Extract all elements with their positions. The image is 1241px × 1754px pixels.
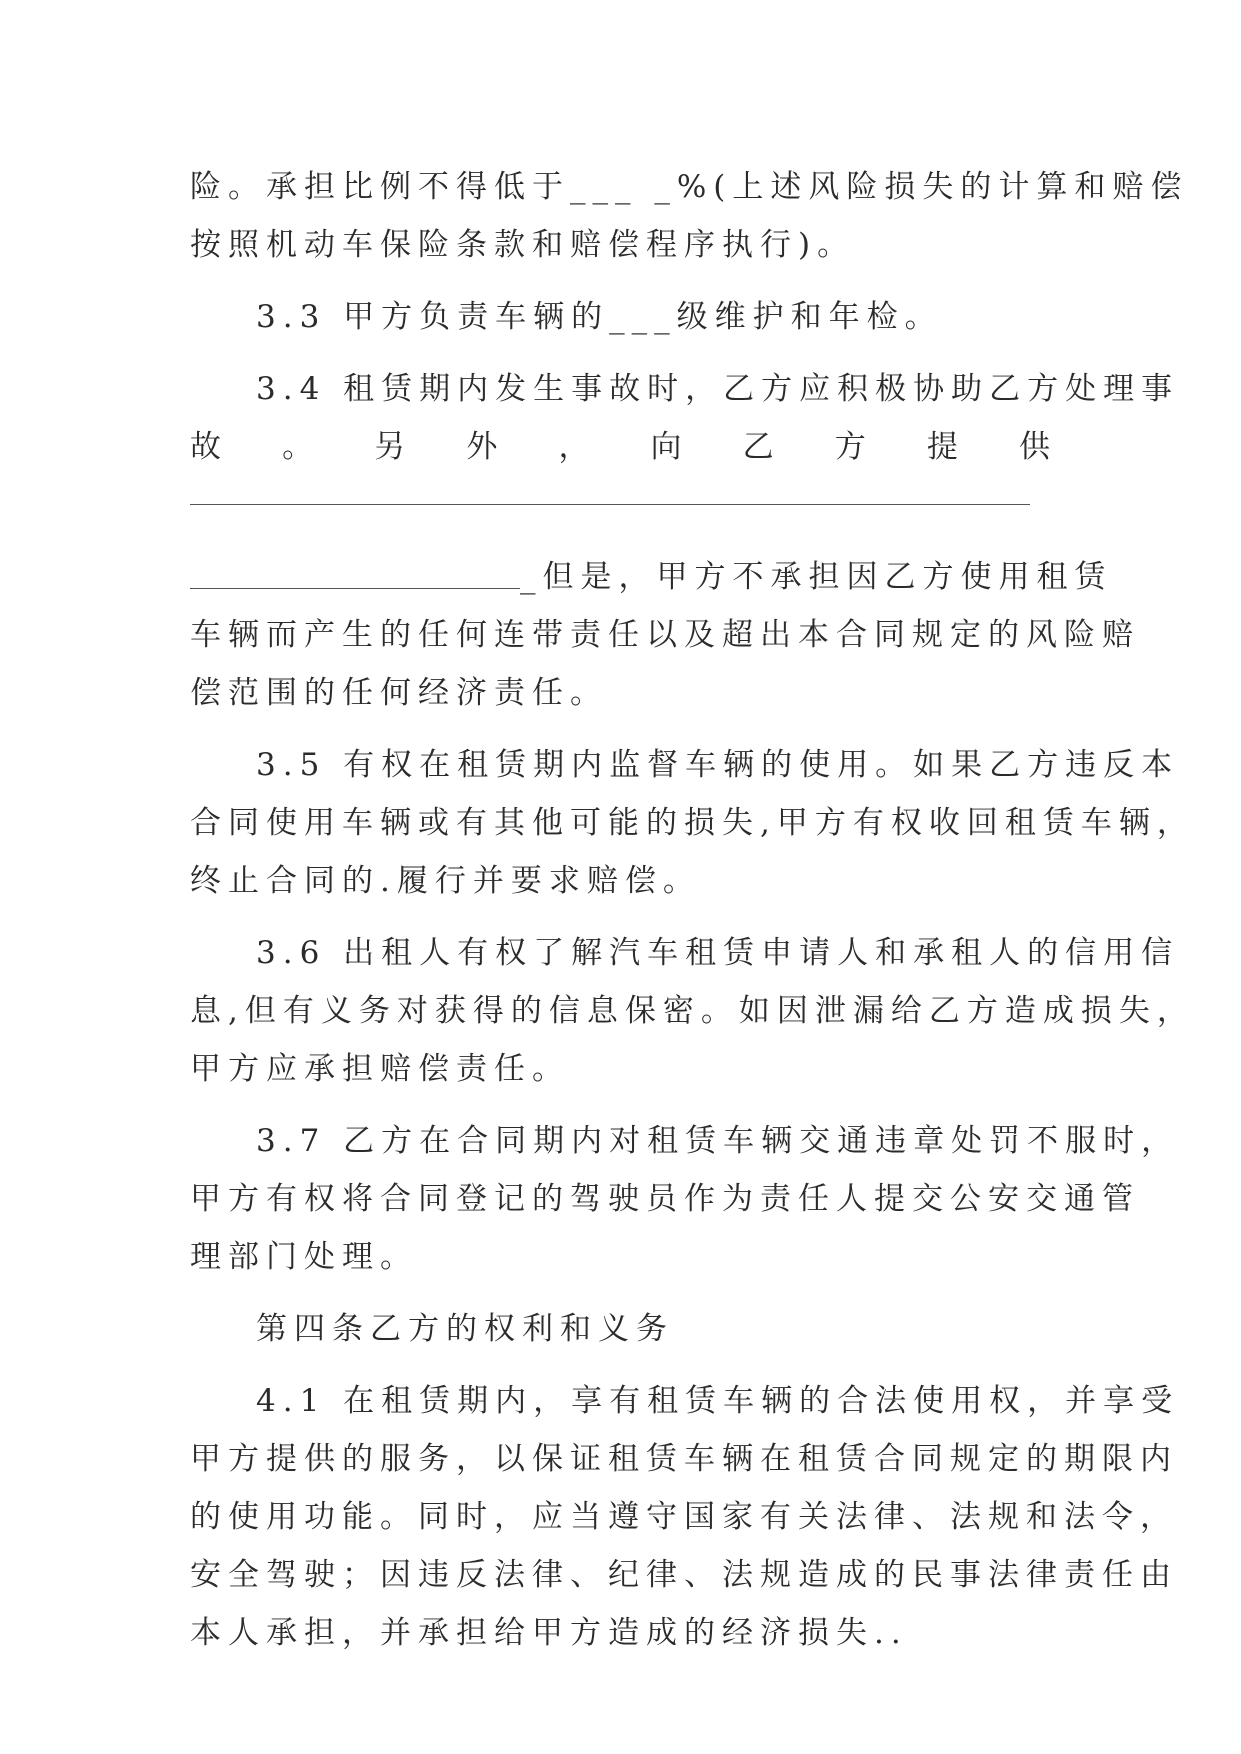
char: 故 [190, 429, 221, 465]
blank-fill-line [190, 476, 1050, 534]
char: ， [558, 429, 590, 465]
clause-3-5: 3.5 有权在租赁期内监督车辆的使用。如果乙方违反本 [256, 747, 1180, 783]
char: 另 [374, 429, 406, 465]
clause-3-4: 3.4 租赁期内发生事故时，乙方应积极协助乙方处理事 [256, 371, 1180, 407]
text-line: 按照机动车保险条款和赔偿程序执行)。 [190, 227, 856, 263]
text-line: 甲方应承担赔偿责任。 [190, 1051, 570, 1087]
text-line: 合同使用车辆或有其他可能的损失,甲方有权收回租赁车辆， [190, 805, 1195, 841]
char: 供 [1018, 429, 1050, 465]
clause-4-1: 4.1 在租赁期内，享有租赁车辆的合法使用权，并享受 [256, 1383, 1180, 1419]
text-line [190, 548, 1113, 606]
text-line: 车辆而产生的任何连带责任以及超出本合同规定的风险赔 [190, 617, 1140, 653]
clause-3-7: 3.7 乙方在合同期内对租赁车辆交通违章处罚不服时， [256, 1123, 1180, 1159]
char: 。 [282, 429, 314, 465]
underline-rule [190, 504, 1030, 505]
text-line: 偿范围的任何经济责任。 [190, 675, 608, 711]
section-heading-4: 第四条乙方的权利和义务 [256, 1311, 674, 1347]
text-line: 的使用功能。同时，应当遵守国家有关法律、法规和法令， [190, 1499, 1178, 1535]
char: 乙 [742, 429, 774, 465]
char: 提 [926, 429, 958, 465]
spread-text-line [190, 418, 1050, 476]
text-line: 本人承担，并承担给甲方造成的经济损失.. [190, 1615, 908, 1651]
text-line: 安全驾驶；因违反法律、纪律、法规造成的民事法律责任由 [190, 1557, 1178, 1593]
text-line: 险。承担比例不得低于___ _%(上述风险损失的计算和赔偿 [190, 169, 1189, 205]
text-after-blank: _但是，甲方不承担因乙方使用租赁 [520, 559, 1113, 595]
char: 向 [650, 429, 682, 465]
clause-3-3: 3.3 甲方负责车辆的___级维护和年检。 [256, 299, 943, 335]
document-body [190, 158, 1195, 1662]
text-line: 理部门处理。 [190, 1239, 418, 1275]
char: 方 [834, 429, 866, 465]
text-line: 息,但有义务对获得的信息保密。如因泄漏给乙方造成损失， [190, 993, 1195, 1029]
char: 外 [466, 429, 498, 465]
blank-underline [190, 558, 520, 589]
text-line: 终止合同的.履行并要求赔偿。 [190, 863, 701, 899]
clause-3-6: 3.6 出租人有权了解汽车租赁申请人和承租人的信用信 [256, 935, 1180, 971]
text-line: 甲方有权将合同登记的驾驶员作为责任人提交公安交通管 [190, 1181, 1140, 1217]
text-line: 甲方提供的服务，以保证租赁车辆在租赁合同规定的期限内 [190, 1441, 1178, 1477]
